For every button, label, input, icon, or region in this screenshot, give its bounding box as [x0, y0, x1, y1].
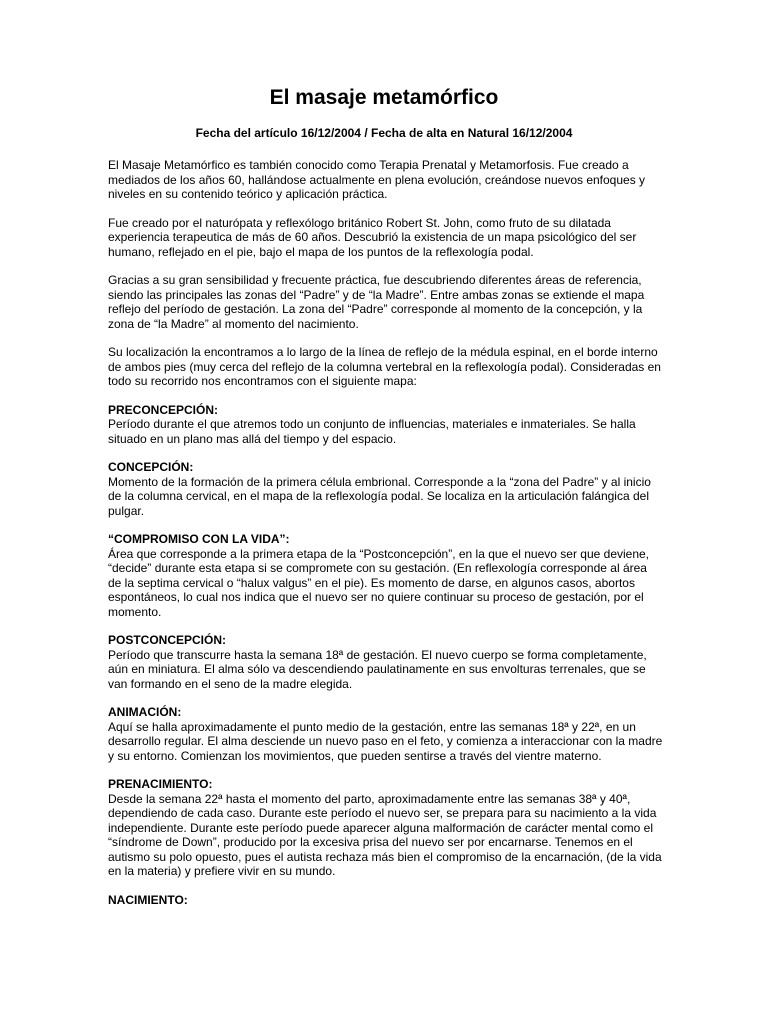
section-heading: NACIMIENTO: [108, 892, 188, 907]
section-compromiso [108, 532, 663, 619]
section-text: Período durante el que atremos todo un conjunto de influencias, materiales e inmateriales. Se halla situado en un plano mas allá del tiempo y del espacio. [108, 417, 636, 446]
section-prenacimiento [108, 777, 663, 879]
section-text: Momento de la formación de la primera célula embrional. Corresponde a la “zona del Padre” y al inicio de la columna cervical, en el mapa de la reflexología podal. Se localiza en la articulación falángica del pulgar. [108, 474, 651, 518]
intro-paragraph: Gracias a su gran sensibilidad y frecuente práctica, fue descubriendo diferentes áreas de referencia, siendo las principales las zonas del “Padre” y de “la Madre”. Entre ambas zonas se extiende el mapa reflejo del período de gestación. La zona del “Padre” corresponde al momento de la concepción, y la zona de “la Madre” al momento del nacimiento. [108, 273, 645, 331]
section-text: Período que transcurre hasta la semana 18ª de gestación. El nuevo cuerpo se forma completamente, aún en miniatura. El alma sólo va descendiendo paulatinamente en sus envolturas terrenales, que se van formando en el seno de la madre elegida. [108, 647, 647, 691]
section-text: Área que corresponde a la primera etapa de la “Postconcepción”, en la que el nuevo ser que deviene, “decide” durante esta etapa si se compromete con su gestación. (En reflexología corresponde al área de la septima cervical o “halux valgus” en el pie). Es momento de darse, en algunos casos, abortos espontáneos, lo cual nos indica que el nuevo ser no quiere continuar su proceso de gestación, por el momento. [108, 546, 650, 619]
section-heading: POSTCONCEPCIÓN: [108, 633, 227, 647]
section-preconcepcion [108, 403, 663, 447]
article-body [108, 158, 663, 921]
intro-paragraph: Fue creado por el naturópata y reflexólogo británico Robert St. John, como fruto de su dilatada experiencia terapeutica de más de 60 años. Descubrió la existencia de un mapa psicológico del ser humano, reflejado en el pie, bajo el mapa de los puntos de la reflexología podal. [108, 215, 637, 259]
section-heading: “COMPROMISO CON LA VIDA”: [108, 532, 290, 546]
section-text: Aquí se halla aproximadamente el punto medio de la gestación, entre las semanas 18ª y 22ª, en un desarrollo regular. El alma desciende un nuevo paso en el feto, y comienza a interaccionar con la madre y su entorno. Comienzan los movimientos, que pueden sentirse a través del vientre materno. [108, 719, 663, 763]
section-animacion [108, 705, 663, 763]
section-heading: ANIMACIÓN: [108, 705, 182, 719]
section-heading: CONCEPCIÓN: [108, 460, 194, 474]
intro-paragraph: Su localización la encontramos a lo largo de la línea de reflejo de la médula espinal, en el borde interno de ambos pies (muy cerca del reflejo de la columna vertebral en la reflexología podal). Consideradas en todo su recorrido nos encontramos con el siguiente mapa: [108, 345, 661, 388]
intro-paragraph: El Masaje Metamórfico es también conocido como Terapia Prenatal y Metamorfosis. Fue creado a mediados de los años 60, hallándose actualmente en plena evolución, creándose nuevos enfoques y niveles en su contenido teórico y aplicación práctica. [108, 158, 646, 201]
section-nacimiento [108, 893, 663, 908]
section-heading: PRENACIMIENTO: [108, 777, 213, 791]
page-title: El masaje metamórfico [269, 86, 499, 109]
section-concepcion [108, 460, 663, 518]
section-text: Desde la semana 22ª hasta el momento del parto, aproximadamente entre las semanas 38ª y 40ª, dependiendo de cada caso. Durante este período el nuevo ser, se prepara para su nacimiento a la vida independiente. Durante este período puede aparecer alguna malformación de carácter mental como el “síndrome de Down”, producido por la excesiva prisa del nuevo ser por encarnarse. Tenemos en el autismo su polo opuesto, pues el autista rechaza más bien el compromiso de la encarnación, (de la vida en la materia) y prefiere vivir en su mundo. [108, 791, 662, 878]
article-dates: Fecha del artículo 16/12/2004 / Fecha de alta en Natural 16/12/2004 [195, 126, 573, 140]
section-postconcepcion [108, 633, 663, 691]
section-heading: PRECONCEPCIÓN: [108, 402, 219, 417]
